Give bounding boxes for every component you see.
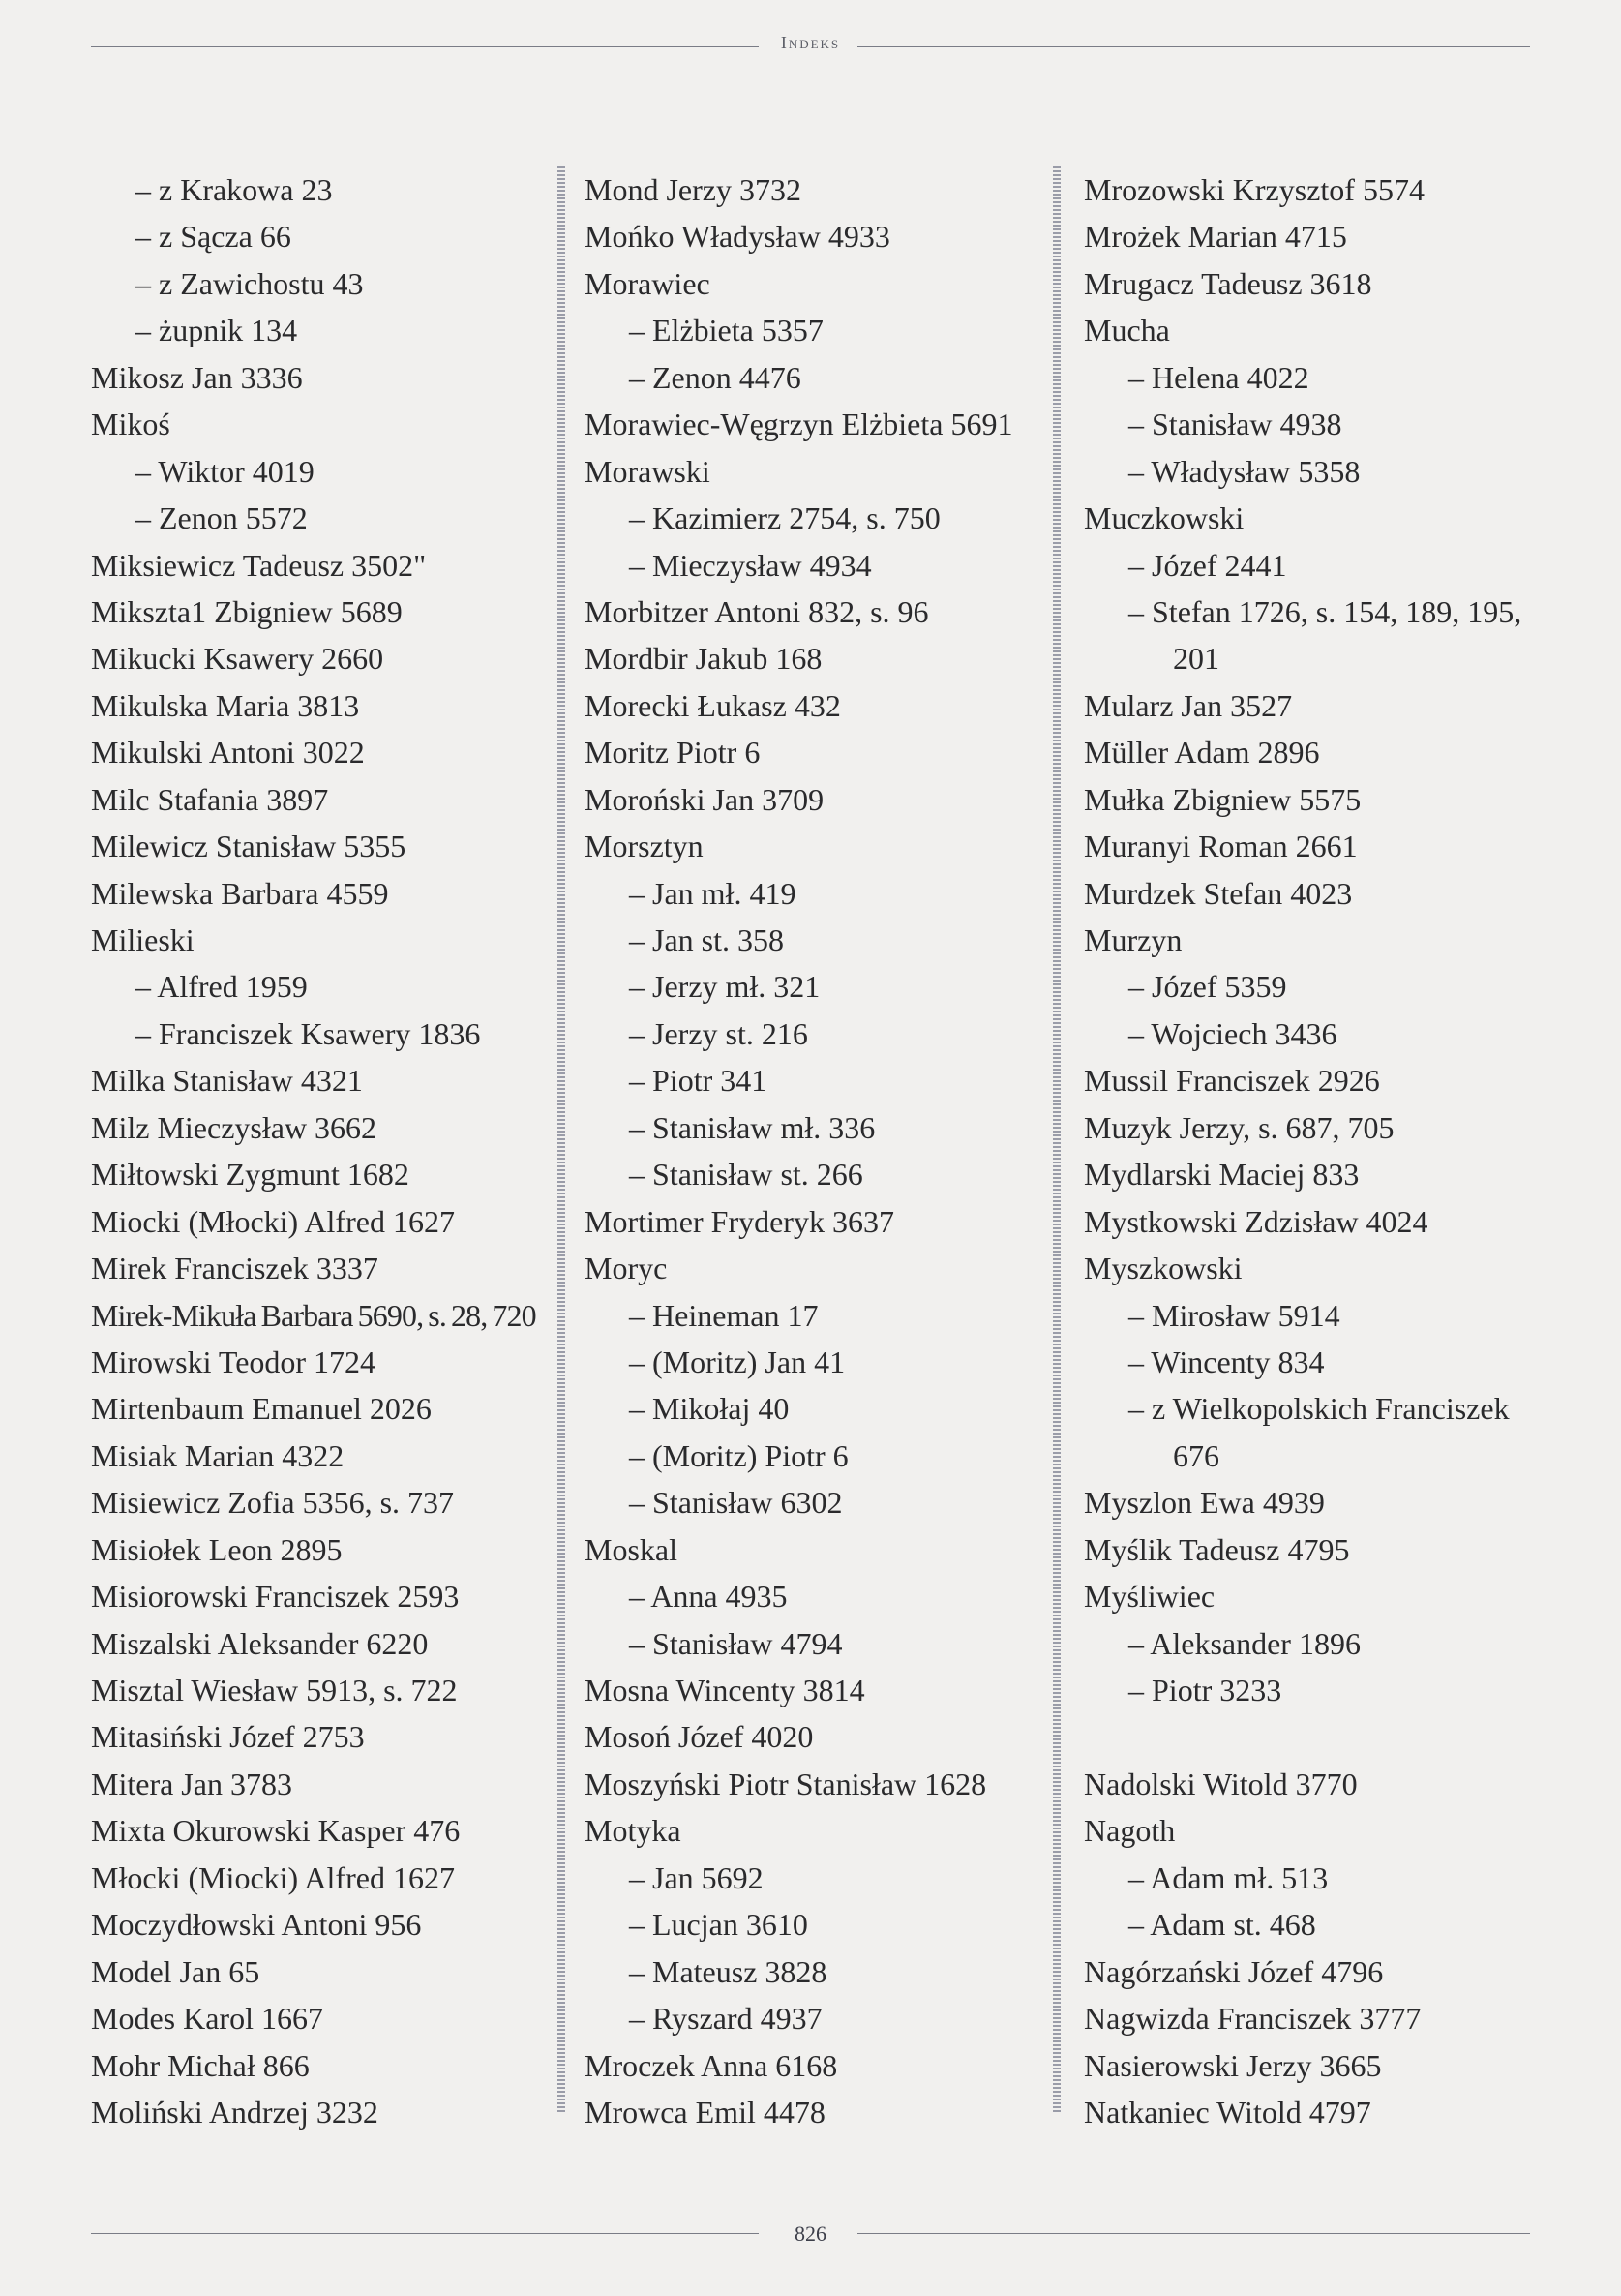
index-subentry: – Lucjan 3610 [629,1907,808,1943]
index-subentry: – (Moritz) Jan 41 [629,1344,846,1379]
index-subentry: – Wiktor 4019 [135,453,315,489]
index-subentry: – Stanisław 4938 [1128,407,1342,442]
index-entry: Miszalski Aleksander 6220 [91,1625,429,1661]
index-entry: Milc Stafania 3897 [91,781,329,817]
index-column-3 [1084,166,1539,2135]
index-entry: Mosna Wincenty 3814 [585,1673,865,1707]
index-entry: Mrowca Emil 4478 [585,2094,826,2130]
index-entry: Miłtowski Zygmunt 1682 [91,1157,409,1193]
index-entry: Morecki Łukasz 432 [585,687,841,723]
column-separator-2 [1053,166,1061,2112]
index-subentry: – Heineman 17 [629,1297,819,1333]
index-entry: Moroński Jan 3709 [585,781,825,817]
index-entry: Muzyk Jerzy, s. 687, 705 [1084,1109,1395,1145]
index-subentry: – Mieczysław 4934 [629,547,872,583]
index-entry: Mortimer Fryderyk 3637 [585,1203,894,1239]
index-entry: Mitasiński Józef 2753 [91,1719,365,1755]
index-subentry: – Stefan 1726, s. 154, 189, 195, [1128,593,1522,629]
index-entry: Moritz Piotr 6 [585,735,761,770]
index-entry: Natkaniec Witold 4797 [1084,2094,1371,2130]
index-entry: Mirowski Teodor 1724 [91,1344,376,1379]
index-subentry: – Jan 5692 [629,1859,764,1895]
index-subentry: – Wincenty 834 [1128,1344,1325,1379]
index-entry: Moszyński Piotr Stanisław 1628 [585,1766,987,1801]
index-subentry: – Kazimierz 2754, s. 750 [629,500,941,536]
index-subentry: – Jerzy st. 216 [629,1015,808,1051]
index-entry: Nasierowski Jerzy 3665 [1084,2047,1382,2083]
index-entry: Milz Mieczysław 3662 [91,1109,377,1145]
index-entry: Moryc [585,1251,668,1286]
index-subentry: – Helena 4022 [1128,359,1309,395]
page-number [0,2221,1621,2247]
index-subentry: – Jerzy mł. 321 [629,969,821,1005]
index-entry: Mitera Jan 3783 [91,1766,292,1801]
index-entry: Myślik Tadeusz 4795 [1084,1531,1350,1567]
index-entry: Milewska Barbara 4559 [91,875,389,911]
column-separator-1 [557,166,565,2112]
index-subentry: – Mateusz 3828 [629,1953,827,1989]
index-subentry: – Adam st. 468 [1128,1907,1316,1943]
index-entry: Nagórzański Józef 4796 [1084,1953,1384,1989]
index-entry: Mirek-Mikuła Barbara 5690, s. 28, 720 [91,1297,536,1333]
index-subentry: – Jan st. 358 [629,922,784,957]
index-entry: Moliński Andrzej 3232 [91,2094,378,2130]
index-subentry: – z Krakowa 23 [135,172,333,207]
running-header [0,33,1621,53]
index-subentry: – Piotr 341 [629,1063,767,1099]
index-entry: Mikoś [91,407,170,442]
index-entry: Mosoń Józef 4020 [585,1719,814,1755]
index-subentry: – Anna 4935 [629,1579,788,1615]
index-entry: Mularz Jan 3527 [1084,687,1293,723]
index-entry: Murzyn [1084,922,1183,957]
index-entry: Morsztyn [585,829,704,864]
index-subentry: – Jan mł. 419 [629,875,796,911]
index-subentry: – Piotr 3233 [1128,1673,1282,1707]
index-entry: Müller Adam 2896 [1084,735,1320,770]
page-number-text: 826 [781,2221,840,2246]
index-entry: Mussil Franciszek 2926 [1084,1063,1380,1099]
index-entry: Moskal [585,1531,677,1567]
index-entry: Mrugacz Tadeusz 3618 [1084,265,1372,301]
index-entry: Misiorowski Franciszek 2593 [91,1579,460,1615]
header-title-text: Indeks [767,33,854,52]
index-entry: Mirek Franciszek 3337 [91,1251,378,1286]
index-entry: Nadolski Witold 3770 [1084,1766,1358,1801]
index-entry: Modes Karol 1667 [91,2001,323,2037]
index-entry: Mikucki Ksawery 2660 [91,641,384,677]
index-entry: Mordbir Jakub 168 [585,641,823,677]
index-entry: Mikosz Jan 3336 [91,359,303,395]
index-subentry: – z Zawichostu 43 [135,265,364,301]
index-entry: Mikulski Antoni 3022 [91,735,365,770]
index-entry: Muczkowski [1084,500,1245,536]
index-entry: Milka Stanisław 4321 [91,1063,363,1099]
index-entry: Mixta Okurowski Kasper 476 [91,1813,461,1849]
index-entry: Mrozowski Krzysztof 5574 [1084,172,1425,207]
index-entry: Misiewicz Zofia 5356, s. 737 [91,1485,455,1521]
index-entry: Mohr Michał 866 [91,2047,310,2083]
index-entry: Mikulska Maria 3813 [91,687,360,723]
index-entry: Morbitzer Antoni 832, s. 96 [585,593,929,629]
index-subentry: – Wojciech 3436 [1128,1015,1337,1051]
index-subentry: – Elżbieta 5357 [629,313,824,348]
index-entry: Mydlarski Maciej 833 [1084,1157,1360,1193]
index-entry: Morawiec-Węgrzyn Elżbieta 5691 [585,407,1013,442]
index-entry: Morawski [585,453,710,489]
index-subentry: 201 [1173,641,1219,677]
index-subentry: – Stanisław mł. 336 [629,1109,876,1145]
index-column-2 [585,166,1059,2135]
index-entry: Mroczek Anna 6168 [585,2047,838,2083]
index-entry: Mułka Zbigniew 5575 [1084,781,1362,817]
index-entry: Mońko Władysław 4933 [585,219,890,255]
index-subentry: – Zenon 5572 [135,500,308,536]
index-entry: Murdzek Stefan 4023 [1084,875,1353,911]
index-entry: Myszkowski [1084,1251,1243,1286]
index-subentry: – Mikołaj 40 [629,1391,790,1427]
index-entry: Misztal Wiesław 5913, s. 722 [91,1673,458,1707]
index-subentry: – Aleksander 1896 [1128,1625,1361,1661]
index-entry: Misiak Marian 4322 [91,1437,345,1473]
index-entry: Misiołek Leon 2895 [91,1531,343,1567]
index-entry: Moczydłowski Antoni 956 [91,1907,422,1943]
index-subentry: – Franciszek Ksawery 1836 [135,1015,481,1051]
index-subentry: – Mirosław 5914 [1128,1297,1340,1333]
index-subentry: – (Moritz) Piotr 6 [629,1437,849,1473]
index-subentry: – Józef 2441 [1128,547,1287,583]
index-entry: Myszlon Ewa 4939 [1084,1485,1325,1521]
index-entry: Motyka [585,1813,681,1849]
index-subentry: – Zenon 4476 [629,359,801,395]
index-subentry: – Alfred 1959 [135,969,308,1005]
index-entry: Milewicz Stanisław 5355 [91,829,406,864]
index-entry: Miocki (Młocki) Alfred 1627 [91,1203,455,1239]
index-entry: Nagwizda Franciszek 3777 [1084,2001,1422,2037]
index-blank-line [1084,1713,1539,1760]
index-entry: Mrożek Marian 4715 [1084,219,1347,255]
index-entry: Nagoth [1084,1813,1176,1849]
index-subentry: – Stanisław 4794 [629,1625,843,1661]
index-subentry: – Józef 5359 [1128,969,1287,1005]
index-subentry: – Stanisław st. 266 [629,1157,863,1193]
index-entry: Model Jan 65 [91,1953,260,1989]
index-subentry: – z Wielkopolskich Franciszek [1128,1391,1510,1427]
index-subentry: – z Sącza 66 [135,219,291,255]
index-subentry: 676 [1173,1437,1219,1473]
index-entry: Mucha [1084,313,1170,348]
index-column-1 [91,166,565,2135]
index-entry: Miksiewicz Tadeusz 3502" [91,547,427,583]
index-subentry: – Stanisław 6302 [629,1485,843,1521]
index-entry: Myśliwiec [1084,1579,1216,1615]
index-entry: Morawiec [585,265,710,301]
index-entry: Mikszta1 Zbigniew 5689 [91,593,403,629]
index-subentry: – Władysław 5358 [1128,453,1361,489]
index-subentry: – żupnik 134 [135,313,298,348]
index-entry: Mond Jerzy 3732 [585,172,801,207]
index-entry: Młocki (Miocki) Alfred 1627 [91,1859,455,1895]
index-subentry: – Ryszard 4937 [629,2001,823,2037]
index-entry: Milieski [91,922,195,957]
index-entry: Mirtenbaum Emanuel 2026 [91,1391,432,1427]
index-entry: Muranyi Roman 2661 [1084,829,1358,864]
index-subentry: – Adam mł. 513 [1128,1859,1329,1895]
index-entry: Mystkowski Zdzisław 4024 [1084,1203,1428,1239]
